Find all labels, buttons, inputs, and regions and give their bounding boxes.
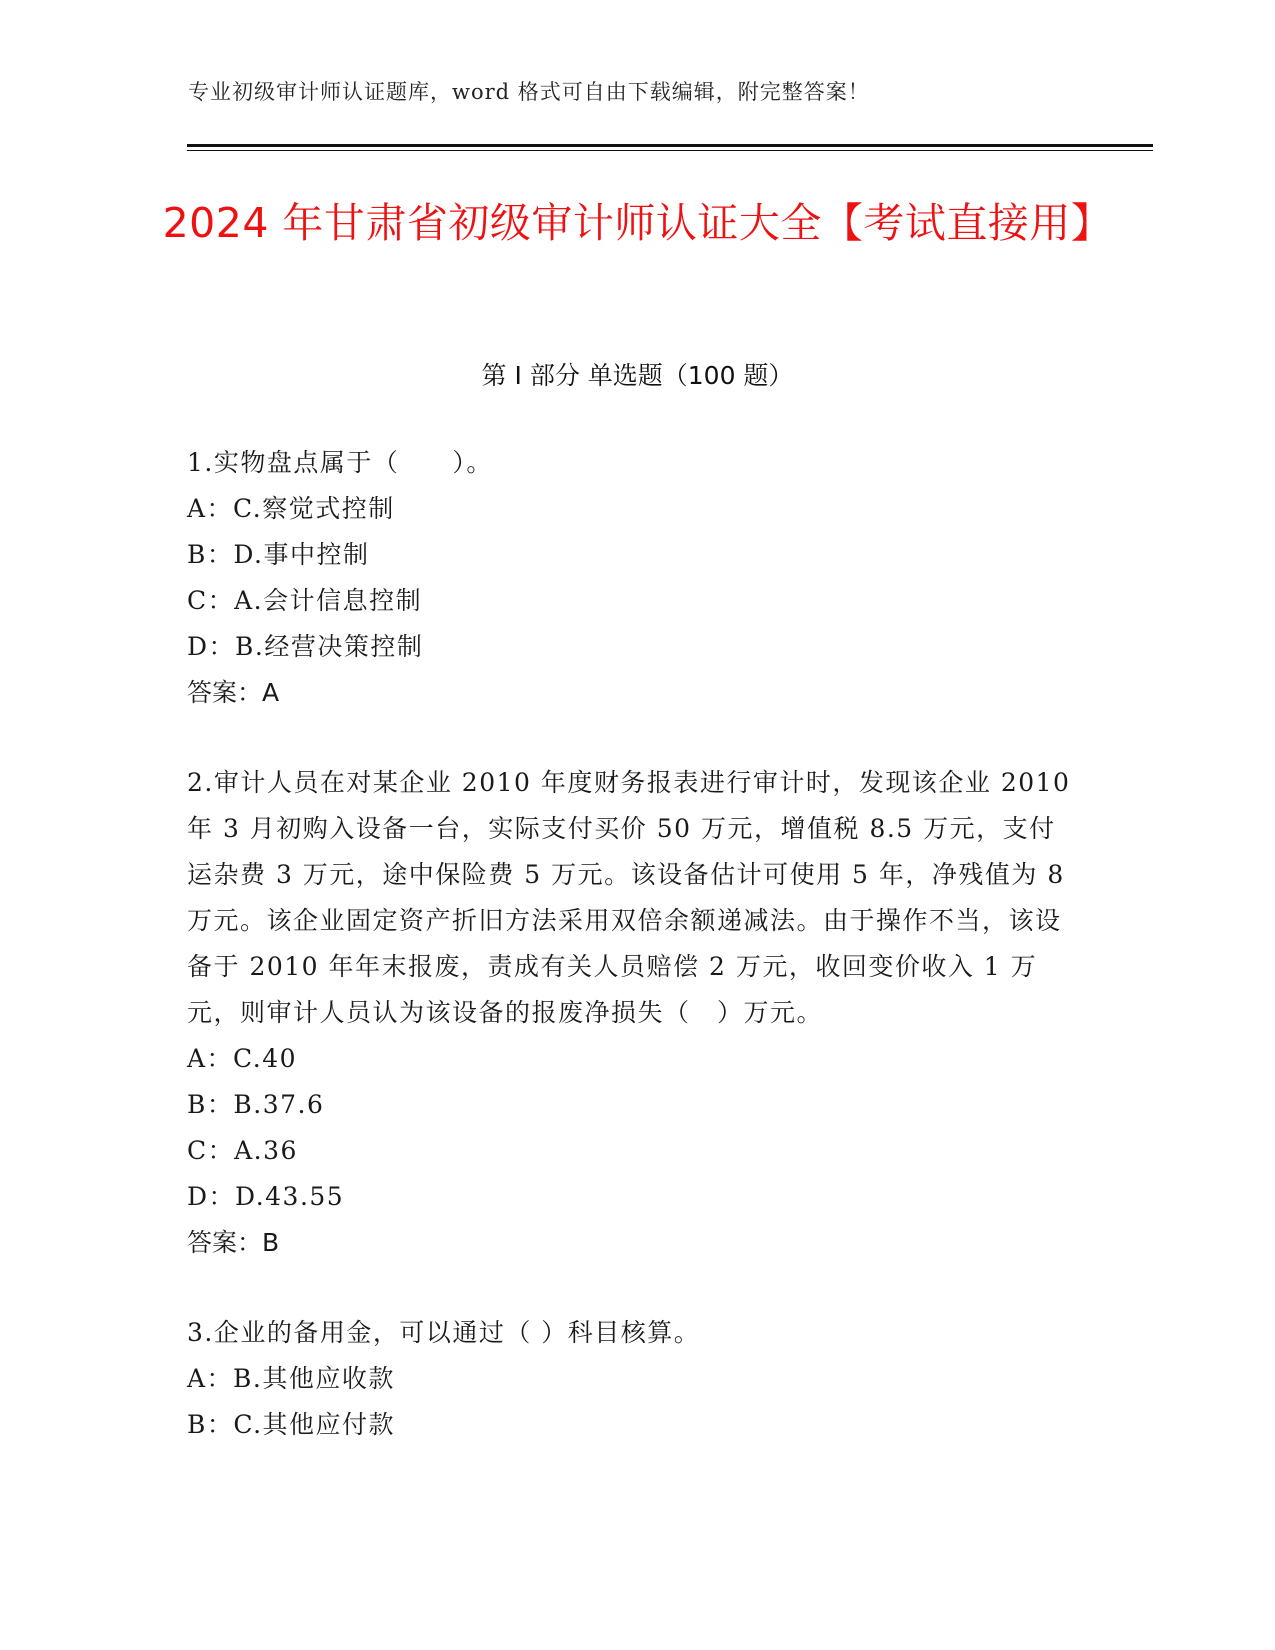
question-list [187, 440, 1077, 1448]
header-note: 专业初级审计师认证题库，word 格式可自由下载编辑，附完整答案！ [188, 80, 870, 104]
option-b: B：D.事中控制 [187, 540, 370, 569]
question-3 [187, 1310, 1077, 1448]
question-text: 2.审计人员在对某企业 2010 年度财务报表进行审计时，发现该企业 2010 年 3 月初购入设备一台，实际支付买价 50 万元，增值税 8.5 万元，支付运杂费 3 万元，途中保险费 5 万元。该设备估计可使用 5 年，净残值为 8 万元。该企业固定资产折旧方法采用双倍余额递减法。由于操作不当，该设备于 2010 年年末报废，责成有关人员赔偿 2 万元，收回变价收入 1 万元，则审计人员认为该设备的报废净损失（ ）万元。 [187, 768, 1071, 1027]
header-rule-thick [187, 144, 1153, 147]
option-c: C：A.会计信息控制 [187, 586, 423, 615]
option-b: B：B.37.6 [187, 1090, 325, 1119]
option-b: B：C.其他应付款 [187, 1410, 396, 1439]
option-d: D：B.经营决策控制 [187, 632, 424, 661]
question-2 [187, 760, 1077, 1266]
option-a: A：B.其他应收款 [187, 1364, 395, 1393]
option-a: A：C.40 [187, 1044, 298, 1073]
option-c: C：A.36 [187, 1136, 298, 1165]
answer: 答案：A [187, 678, 280, 707]
answer: 答案：B [187, 1228, 280, 1257]
question-text: 1.实物盘点属于（ ）。 [187, 448, 493, 477]
option-d: D：D.43.55 [187, 1182, 345, 1211]
document-title: 2024 年甘肃省初级审计师认证大全【考试直接用】 [162, 199, 1113, 247]
question-gap [187, 716, 1077, 760]
section-title: 第 I 部分 单选题（100 题） [481, 361, 794, 390]
header-rule-thin [187, 150, 1153, 151]
question-1 [187, 440, 1077, 716]
question-gap [187, 1266, 1077, 1310]
option-a: A：C.察觉式控制 [187, 494, 395, 523]
question-text: 3.企业的备用金，可以通过（ ）科目核算。 [187, 1318, 701, 1347]
